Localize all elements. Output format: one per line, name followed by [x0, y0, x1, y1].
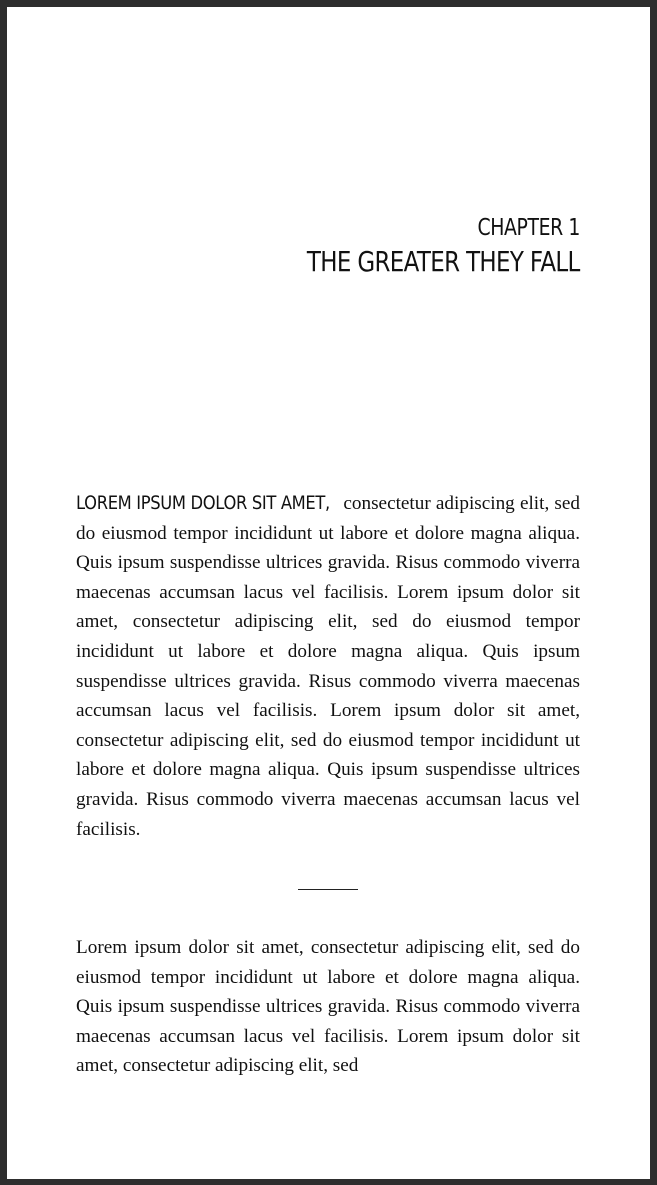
paragraph-body: consectetur adipiscing elit, sed do eiusmod tempor incididunt ut labore et dolore magna aliqua. Quis ipsum suspendisse ultrices gravida. Risus commodo viverra maecenas accumsan lacus vel facilisis. Lorem ipsum dolor sit amet, consectetur adipiscing elit, sed do eiusmod tempor incididunt ut labore et dolore magna aliqua. Quis ipsum suspendisse ultrices gravida. Risus commodo viverra maecenas accumsan lacus vel facilisis. Lorem ipsum dolor sit amet, consectetur adipiscing elit, sed do eiusmod tempor incididunt ut labore et dolore magna aliqua. Quis ipsum suspendisse ultrices gravida. Risus commodo viverra maecenas accumsan lacus vel facilisis.	[76, 493, 580, 840]
first-paragraph	[76, 489, 580, 844]
book-page	[7, 7, 650, 1179]
chapter-title: THE GREATER THEY FALL	[307, 245, 580, 278]
chapter-number: CHAPTER 1	[477, 215, 580, 241]
scene-break-divider	[298, 889, 358, 890]
second-paragraph: Lorem ipsum dolor sit amet, consectetur adipiscing elit, sed do eiusmod tempor incididunt ut labore et dolore magna aliqua. Quis ipsum suspendisse ultrices gravida. Risus commodo viverra maecenas accumsan lacus vel facilisis. Lorem ipsum dolor sit amet, consectetur adipiscing elit, sed	[76, 937, 580, 1077]
paragraph-lead-in: LOREM IPSUM DOLOR SIT AMET,	[76, 492, 330, 514]
